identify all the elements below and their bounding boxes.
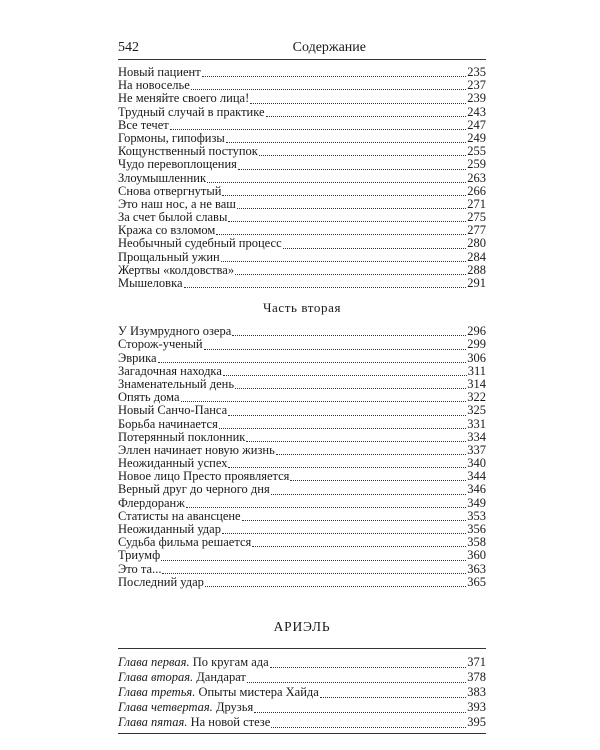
toc-page-number: 266 [467,183,486,198]
toc-entry-title: Не меняйте своего лица! [118,91,250,106]
toc-page-number: 331 [467,416,486,431]
toc-entry-title: Новое лицо Престо проявляется [118,469,290,484]
dot-leader [221,261,466,262]
toc-entry-title: Снова отвергнутый [118,183,222,198]
toc-entry-title: Неожиданный успех [118,456,228,471]
dot-leader [184,287,467,288]
toc-entry [118,172,486,185]
dot-leader [235,274,466,275]
dot-leader [276,454,466,455]
dot-leader [247,682,466,683]
toc-entry-title: Чудо перевоплощения [118,157,237,172]
toc-page-number: 322 [467,390,486,405]
toc-page-number: 353 [467,508,486,523]
toc-entry [118,158,486,171]
toc-entry [118,563,486,576]
toc-page-number: 277 [467,223,486,238]
toc-page-number: 263 [467,170,486,185]
toc-page-number: 393 [467,699,486,714]
dot-leader [254,712,466,713]
toc-page-number: 259 [467,157,486,172]
toc-page-number: 340 [467,456,486,471]
toc-entry-title [118,655,269,670]
dot-leader [283,248,467,249]
toc-page-number: 255 [467,144,486,159]
toc-entry-title: Верный друг до черного дня [118,482,270,497]
toc-page-number: 395 [467,714,486,729]
toc-entry-title: Эллен начинает новую жизнь [118,442,275,457]
toc-entry-title: Это наш нос, а не ваш [118,196,236,211]
toc-page-number: 346 [467,482,486,497]
toc-entry-title: Мышеловка [118,276,183,290]
page-number: 542 [118,40,139,55]
dot-leader [191,89,466,90]
dot-leader [161,560,466,561]
ariel-rule-bottom [118,733,486,734]
toc-page-number: 271 [467,196,486,211]
toc-entry-title: Гормоны, гипофизы [118,130,225,145]
toc-page-number: 344 [467,469,486,484]
toc-entry-title: Опять дома [118,390,180,405]
toc-entry [118,497,486,510]
toc-page-number: 325 [467,403,486,418]
toc-entry-title: Необычный судебный процесс [118,236,282,251]
chapter-number: Глава четвертая. [118,699,213,714]
dot-leader [266,116,467,117]
toc-entry-title: Последний удар [118,574,204,589]
toc-entry [118,431,486,444]
toc-entry-title: За счет былой славы [118,210,228,225]
ariel-list [118,655,486,730]
dot-leader [270,667,467,668]
dot-leader [170,129,467,130]
chapter-number: Глава вторая. [118,669,194,684]
toc-entry-title: У Изумрудного озера [118,324,232,339]
chapter-number: Глава третья. [118,684,196,699]
toc-page-number: 296 [467,324,486,339]
toc-entry [118,251,486,264]
toc-entry-title: Новый пациент [118,65,201,79]
toc-page-number: 291 [467,276,486,290]
chapter-number: Глава пятая. [118,714,188,729]
dot-leader [228,415,466,416]
toc-page-number: 299 [467,337,486,352]
toc-entry [118,670,486,685]
dot-leader [219,428,466,429]
dot-leader [237,208,466,209]
toc-entry [118,483,486,496]
toc-entry-title: Новый Санчо-Панса [118,403,228,418]
toc-page-number: 349 [467,495,486,510]
dot-leader [242,520,467,521]
toc-entry-title: Борьба начинается [118,416,218,431]
part-one-list [118,66,486,290]
dot-leader [216,234,466,235]
part-two-list [118,325,486,589]
dot-leader [235,388,466,389]
toc-entry-title: Флердоранж [118,495,185,510]
toc-entry [118,365,486,378]
toc-entry [118,576,486,589]
ariel-rule-top [118,648,486,649]
toc-entry [118,685,486,700]
dot-leader [271,494,467,495]
dot-leader [226,142,466,143]
dot-leader [158,362,467,363]
toc-page-number: 311 [467,363,486,378]
dot-leader [202,76,467,77]
dot-leader [271,727,466,728]
toc-page-number: 360 [467,548,486,563]
toc-page-number: 337 [467,442,486,457]
toc-page-number: 280 [467,236,486,251]
toc-page-number: 237 [467,78,486,93]
toc-page-number: 371 [467,654,486,669]
toc-entry-title [118,700,253,715]
dot-leader [181,401,467,402]
toc-entry-title: Злоумышленник [118,170,207,185]
toc-entry [118,277,486,290]
toc-page-number: 334 [467,429,486,444]
toc-entry [118,418,486,431]
toc-page-number: 288 [467,262,486,277]
toc-entry-title: Трудный случай в практике [118,104,265,119]
toc-entry [118,106,486,119]
dot-leader [250,103,466,104]
toc-page-number: 383 [467,684,486,699]
chapter-title: Опыты мистера Хайда [198,684,319,699]
toc-page-number: 243 [467,104,486,119]
toc-page-number: 363 [467,561,486,576]
toc-page [118,40,486,734]
dot-leader [290,480,466,481]
toc-entry-title: Загадочная находка [118,363,222,378]
chapter-title: Друзья [215,699,254,714]
toc-entry-title: Судьба фильма решается [118,535,252,550]
toc-entry-title: Потерянный поклонник [118,429,246,444]
chapter-title: На новой стезе [190,714,271,729]
dot-leader [222,533,466,534]
toc-entry-title: На новоселье [118,78,190,93]
toc-page-number: 358 [467,535,486,550]
toc-entry [118,549,486,562]
dot-leader [205,586,466,587]
toc-entry-title: Знаменательный день [118,376,235,391]
toc-entry-title: Прощальный ужин [118,249,220,264]
dot-leader [186,507,466,508]
toc-entry-title: Все течет [118,117,169,132]
toc-entry-title: Сторож-ученый [118,337,203,352]
toc-page-number: 235 [467,65,486,79]
toc-entry [118,119,486,132]
dot-leader [207,182,466,183]
dot-leader [259,155,466,156]
toc-page-number: 306 [467,350,486,365]
toc-page-number: 249 [467,130,486,145]
toc-entry-title: Статисты на авансцене [118,508,241,523]
toc-entry-title: Эврика [118,350,157,365]
dot-leader [228,221,466,222]
toc-entry [118,715,486,730]
dot-leader [320,697,466,698]
ariel-heading: АРИЭЛЬ [273,618,331,634]
dot-leader [232,335,466,336]
toc-entry [118,352,486,365]
dot-leader [252,546,466,547]
toc-entry-title [118,685,319,700]
toc-page-number: 284 [467,249,486,264]
toc-page-number: 314 [467,376,486,391]
toc-entry [118,700,486,715]
toc-entry-title: Триумф [118,548,161,563]
chapter-number: Глава первая. [118,654,190,669]
toc-page-number: 239 [467,91,486,106]
page-header [118,40,486,60]
dot-leader [246,441,466,442]
toc-entry [118,338,486,351]
toc-entry [118,185,486,198]
toc-page-number: 247 [467,117,486,132]
toc-page-number: 365 [467,574,486,589]
toc-entry-title [118,670,246,685]
toc-entry [118,655,486,670]
toc-entry-title: Кощунственный поступок [118,144,258,159]
dot-leader [228,467,466,468]
dot-leader [204,349,467,350]
toc-entry-title: Это та... [118,561,162,576]
toc-entry-title [118,715,270,730]
toc-page-number: 275 [467,210,486,225]
toc-entry-title: Кража со взломом [118,223,216,238]
toc-page-number: 378 [467,669,486,684]
toc-entry [118,404,486,417]
toc-entry [118,536,486,549]
toc-entry [118,92,486,105]
running-title: Содержание [292,40,366,55]
toc-entry-title: Жертвы «колдовства» [118,262,235,277]
dot-leader [222,195,466,196]
part-two-heading: Часть вторая [262,300,342,316]
toc-entry [118,237,486,250]
dot-leader [223,375,467,376]
chapter-title: По кругам ада [192,654,269,669]
toc-entry-title: Неожиданный удар [118,522,221,536]
chapter-title: Дандарат [196,669,246,684]
dot-leader [162,573,466,574]
toc-page-number: 356 [467,522,486,536]
dot-leader [238,169,466,170]
